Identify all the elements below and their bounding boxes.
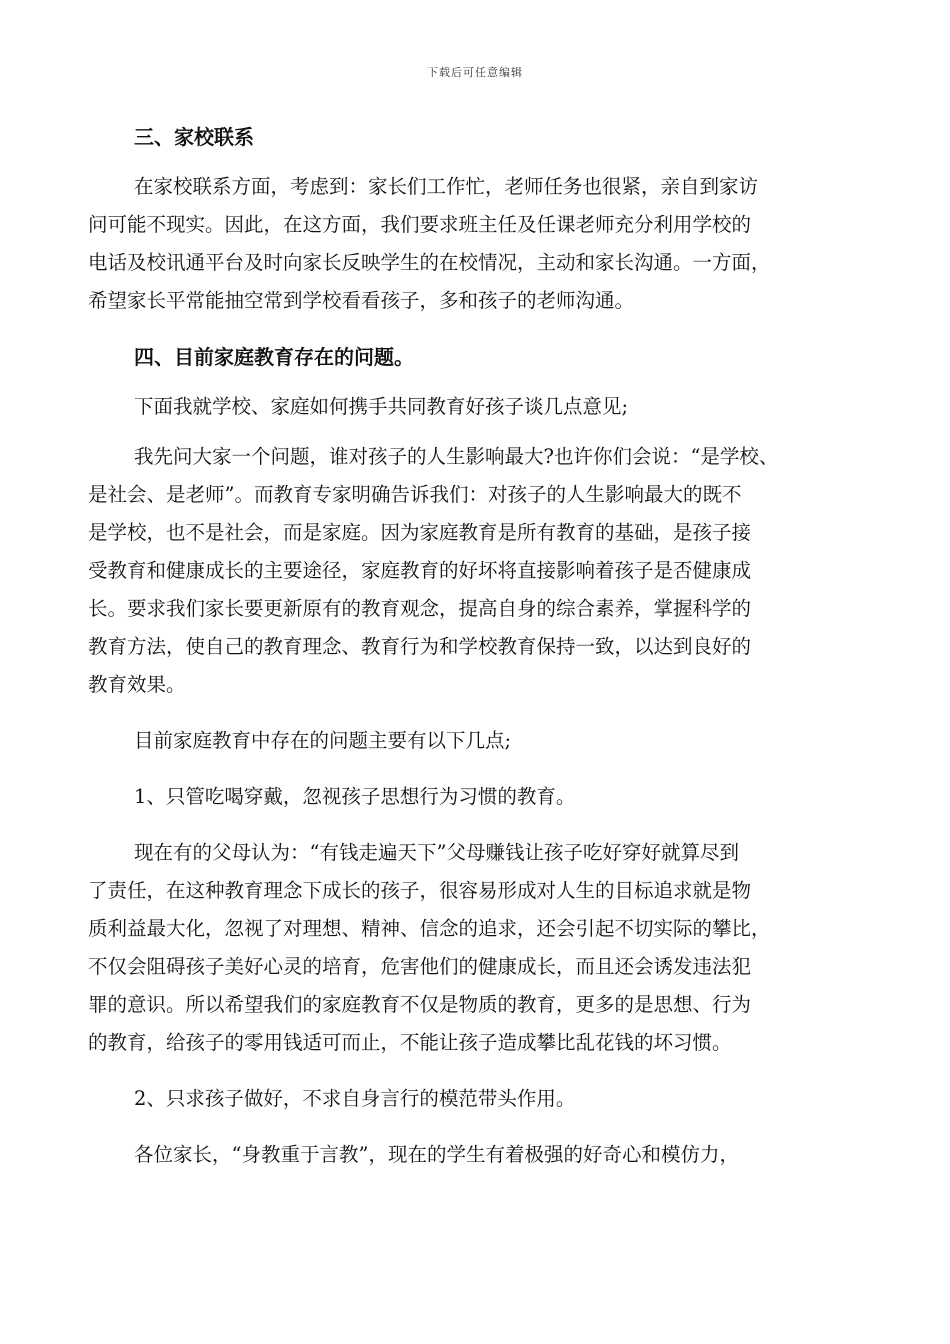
paragraph-line: 了责任，在这种教育理念下成长的孩子，很容易形成对人生的目标追求就是物 — [88, 879, 752, 902]
paragraph-line: 不仅会阻碍孩子美好心灵的培育，危害他们的健康成长，而且还会诱发违法犯 — [88, 955, 752, 978]
paragraph-line: 质利益最大化，忽视了对理想、精神、信念的追求，还会引起不切实际的攀比， — [88, 917, 771, 940]
paragraph-problems-intro: 目前家庭教育中存在的问题主要有以下几点; — [134, 729, 512, 752]
paragraph-line: 我先问大家一个问题，谁对孩子的人生影响最大?也许你们会说：“是学校、 — [134, 445, 779, 468]
list-item-problem-1: 1、只管吃喝穿戴，忽视孩子思想行为习惯的教育。 — [134, 785, 576, 808]
paragraph-line: 现在有的父母认为：“有钱走遍天下”父母赚钱让孩子吃好穿好就算尽到 — [134, 841, 739, 864]
paragraph-line: 是社会、是老师”。而教育专家明确告诉我们：对孩子的人生影响最大的既不 — [88, 483, 742, 506]
paragraph-line: 问可能不现实。因此，在这方面，我们要求班主任及任课老师充分利用学校的 — [88, 213, 752, 236]
paragraph-line: 电话及校讯通平台及时向家长反映学生的在校情况，主动和家长沟通。一方面， — [88, 251, 771, 274]
paragraph-line: 希望家长平常能抽空常到学校看看孩子，多和孩子的老师沟通。 — [88, 289, 635, 312]
list-item-problem-2: 2、只求孩子做好，不求自身言行的模范带头作用。 — [134, 1087, 576, 1110]
paragraph-line: 罪的意识。所以希望我们的家庭教育不仅是物质的教育，更多的是思想、行为 — [88, 993, 752, 1016]
page-header: 下载后可任意编辑 — [427, 66, 523, 79]
paragraph-home-school-contact — [88, 168, 863, 320]
paragraph-line: 长。要求我们家长要更新原有的教育观念，提高自身的综合素养，掌握科学的 — [88, 597, 752, 620]
paragraph-role-model: 各位家长，“身教重于言教”，现在的学生有着极强的好奇心和模仿力， — [134, 1143, 739, 1166]
paragraph-family-influence — [88, 438, 863, 704]
paragraph-line: 的教育，给孩子的零用钱适可而止，不能让孩子造成攀比乱花钱的坏习惯。 — [88, 1031, 732, 1054]
paragraph-line: 教育效果。 — [88, 673, 186, 696]
document-body — [88, 118, 863, 1174]
paragraph-problem-1-detail — [88, 834, 863, 1062]
paragraph-intro: 下面我就学校、家庭如何携手共同教育好孩子谈几点意见; — [134, 395, 629, 418]
paragraph-line: 在家校联系方面，考虑到：家长们工作忙，老师任务也很紧，亲自到家访 — [134, 175, 759, 198]
section-heading-home-school-contact: 三、家校联系 — [134, 125, 254, 149]
paragraph-line: 教育方法，使自己的教育理念、教育行为和学校教育保持一致，以达到良好的 — [88, 635, 752, 658]
section-heading-family-education-problems: 四、目前家庭教育存在的问题。 — [134, 345, 414, 369]
paragraph-line: 受教育和健康成长的主要途径，家庭教育的好坏将直接影响着孩子是否健康成 — [88, 559, 752, 582]
paragraph-line: 是学校，也不是社会，而是家庭。因为家庭教育是所有教育的基础，是孩子接 — [88, 521, 752, 544]
